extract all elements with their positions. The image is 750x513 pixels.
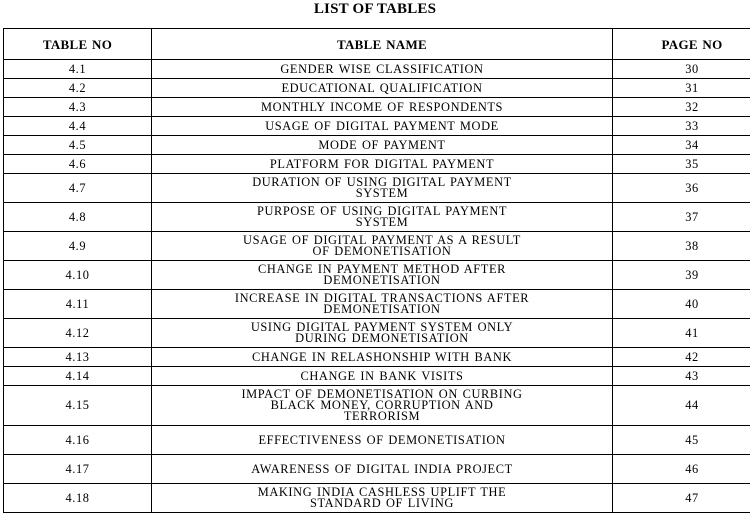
table-name-cell xyxy=(152,386,613,426)
table-name-cell xyxy=(152,367,613,386)
table-name-line: DURING DEMONETISATION xyxy=(295,331,469,345)
table-number-cell: 4.5 xyxy=(4,136,152,155)
table-row xyxy=(4,155,750,174)
page-number-cell: 41 xyxy=(613,319,750,348)
table-name-line: EDUCATIONAL QUALIFICATION xyxy=(281,80,483,95)
table-name-line: AWARENESS OF DIGITAL INDIA PROJECT xyxy=(251,461,513,476)
table-name-line: SYSTEM xyxy=(355,215,409,229)
table-number-cell: 4.13 xyxy=(4,348,152,367)
table-name-line: PLATFORM FOR DIGITAL PAYMENT xyxy=(269,156,495,171)
table-name-cell xyxy=(152,232,613,261)
page-number-cell: 43 xyxy=(613,367,750,386)
table-row xyxy=(4,174,750,203)
table-number-cell: 4.1 xyxy=(4,60,152,79)
table-name-line: USAGE OF DIGITAL PAYMENT AS A RESULT xyxy=(243,233,521,247)
table-name-line: MONTHLY INCOME OF RESPONDENTS xyxy=(260,99,504,114)
list-of-tables xyxy=(3,28,750,513)
header-table-no: TABLE NO xyxy=(4,29,152,60)
table-name-line: PURPOSE OF USING DIGITAL PAYMENT xyxy=(256,204,508,218)
table-row xyxy=(4,232,750,261)
table-number-cell: 4.12 xyxy=(4,319,152,348)
table-row xyxy=(4,136,750,155)
page-number-cell: 40 xyxy=(613,290,750,319)
table-row xyxy=(4,319,750,348)
table-body xyxy=(4,60,750,513)
table-number-cell: 4.2 xyxy=(4,79,152,98)
table-name-line: BLACK MONEY, CORRUPTION AND xyxy=(270,398,494,412)
table-name-cell xyxy=(152,174,613,203)
table-number-cell: 4.16 xyxy=(4,426,152,455)
table-name-line: USAGE OF DIGITAL PAYMENT MODE xyxy=(265,118,499,133)
table-number-cell: 4.10 xyxy=(4,261,152,290)
table-name-line: INCREASE IN DIGITAL TRANSACTIONS AFTER xyxy=(234,291,530,305)
table-name-line: CHANGE IN BANK VISITS xyxy=(300,368,464,383)
table-name-cell xyxy=(152,426,613,455)
table-name-cell xyxy=(152,136,613,155)
page-number-cell: 32 xyxy=(613,98,750,117)
table-name-cell xyxy=(152,155,613,174)
header-page-no: PAGE NO xyxy=(613,29,750,60)
table-name-line: USING DIGITAL PAYMENT SYSTEM ONLY xyxy=(250,320,514,334)
table-number-cell: 4.6 xyxy=(4,155,152,174)
table-number-cell: 4.7 xyxy=(4,174,152,203)
table-name-line: OF DEMONETISATION xyxy=(312,244,452,258)
table-name-cell xyxy=(152,79,613,98)
table-row xyxy=(4,367,750,386)
table-number-cell: 4.17 xyxy=(4,455,152,484)
table-name-cell xyxy=(152,455,613,484)
table-name-cell xyxy=(152,203,613,232)
table-row xyxy=(4,60,750,79)
table-name-line: CHANGE IN RELASHONSHIP WITH BANK xyxy=(252,349,512,364)
table-number-cell: 4.4 xyxy=(4,117,152,136)
table-name-cell xyxy=(152,290,613,319)
table-number-cell: 4.15 xyxy=(4,386,152,426)
table-row xyxy=(4,203,750,232)
table-name-cell xyxy=(152,348,613,367)
page-title: LIST OF TABLES xyxy=(313,1,437,17)
page-number-cell: 44 xyxy=(613,386,750,426)
table-row xyxy=(4,386,750,426)
page-number-cell: 47 xyxy=(613,484,750,513)
table-row xyxy=(4,261,750,290)
page-number-cell: 31 xyxy=(613,79,750,98)
page-number-cell: 39 xyxy=(613,261,750,290)
table-row xyxy=(4,79,750,98)
page-number-cell: 37 xyxy=(613,203,750,232)
table-row xyxy=(4,98,750,117)
table-name-line: DEMONETISATION xyxy=(323,273,441,287)
table-name-line: CHANGE IN PAYMENT METHOD AFTER xyxy=(257,262,507,276)
header-table-name: TABLE NAME xyxy=(152,29,613,60)
table-name-cell xyxy=(152,98,613,117)
table-name-line: TERRORISM xyxy=(343,409,421,423)
table-name-cell xyxy=(152,319,613,348)
table-name-line: IMPACT OF DEMONETISATION ON CURBING xyxy=(241,387,523,401)
table-name-line: EFFECTIVENESS OF DEMONETISATION xyxy=(258,432,506,447)
page-number-cell: 34 xyxy=(613,136,750,155)
table-name-line: STANDARD OF LIVING xyxy=(310,496,454,510)
page-number-cell: 36 xyxy=(613,174,750,203)
page-number-cell: 45 xyxy=(613,426,750,455)
page-number-cell: 30 xyxy=(613,60,750,79)
table-row xyxy=(4,117,750,136)
page-number-cell: 33 xyxy=(613,117,750,136)
table-name-line: SYSTEM xyxy=(355,186,409,200)
table-name-cell xyxy=(152,261,613,290)
page-number-cell: 42 xyxy=(613,348,750,367)
page-number-cell: 35 xyxy=(613,155,750,174)
table-number-cell: 4.14 xyxy=(4,367,152,386)
table-header-row xyxy=(4,29,750,60)
table-name-cell xyxy=(152,60,613,79)
table-row xyxy=(4,290,750,319)
table-number-cell: 4.8 xyxy=(4,203,152,232)
table-name-cell xyxy=(152,484,613,513)
table-name-line: MODE OF PAYMENT xyxy=(318,137,446,152)
table-number-cell: 4.3 xyxy=(4,98,152,117)
table-row xyxy=(4,426,750,455)
table-name-cell xyxy=(152,117,613,136)
table-name-line: DURATION OF USING DIGITAL PAYMENT xyxy=(252,175,512,189)
table-name-line: DEMONETISATION xyxy=(323,302,441,316)
table-row xyxy=(4,348,750,367)
table-number-cell: 4.9 xyxy=(4,232,152,261)
table-number-cell: 4.11 xyxy=(4,290,152,319)
table-name-line: GENDER WISE CLASSIFICATION xyxy=(280,61,484,76)
page-number-cell: 38 xyxy=(613,232,750,261)
table-number-cell: 4.18 xyxy=(4,484,152,513)
table-name-line: MAKING INDIA CASHLESS UPLIFT THE xyxy=(257,485,507,499)
page-number-cell: 46 xyxy=(613,455,750,484)
table-row xyxy=(4,455,750,484)
table-row xyxy=(4,484,750,513)
